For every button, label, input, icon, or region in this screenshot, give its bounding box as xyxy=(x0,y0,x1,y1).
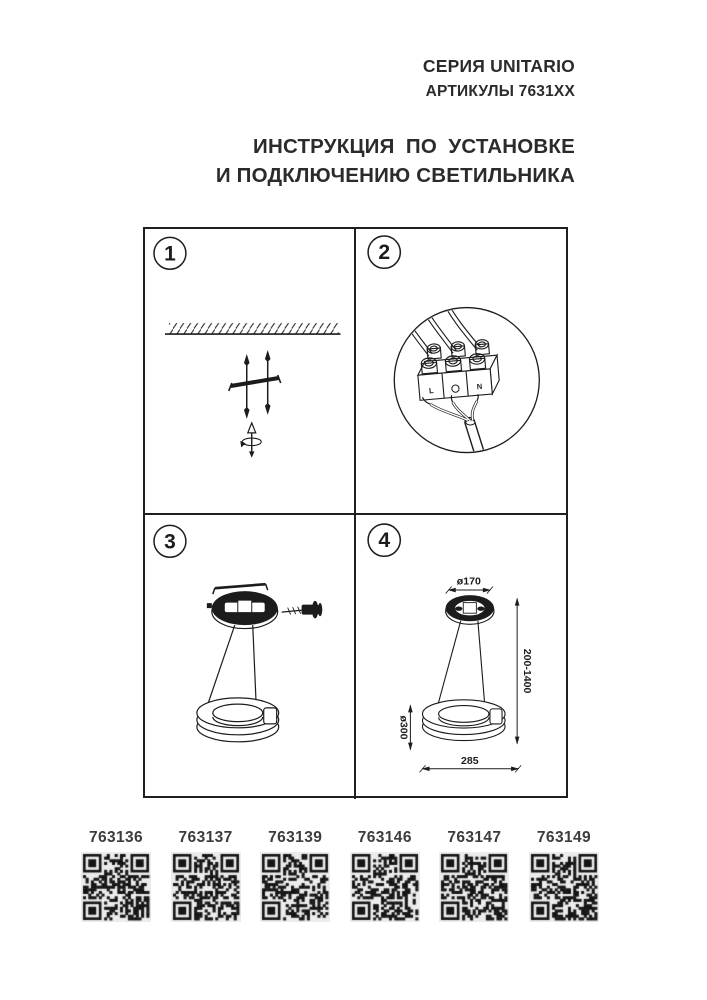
article-number: 763146 xyxy=(357,829,412,846)
step-panel-4 xyxy=(356,515,567,799)
svg-text:3: 3 xyxy=(164,530,176,554)
ring-connector-box xyxy=(489,709,501,724)
article-number: 763136 xyxy=(88,829,144,846)
ring-fixture xyxy=(422,700,505,741)
article-number: 763147 xyxy=(447,829,502,846)
article-item xyxy=(436,829,512,922)
canopy-drawing xyxy=(445,595,493,624)
qr-code xyxy=(81,852,151,922)
svg-text:200-1400: 200-1400 xyxy=(520,648,533,694)
step2-drawing xyxy=(356,229,567,513)
article-number: 763139 xyxy=(268,829,323,846)
page-title-line2: И ПОДКЛЮЧЕНИЮ СВЕТИЛЬНИКА xyxy=(215,164,575,187)
step-number-badge xyxy=(368,524,400,556)
article-number: 763149 xyxy=(536,829,592,846)
qr-code xyxy=(529,852,599,922)
page-title-line1: ИНСТРУКЦИЯ ПО УСТАНОВКЕ xyxy=(253,135,575,158)
svg-text:4: 4 xyxy=(377,529,390,553)
svg-text:ø170: ø170 xyxy=(456,575,481,588)
dimension-ring-diameter xyxy=(397,704,412,750)
step-number-badge xyxy=(154,525,186,557)
terminal-label-live: L xyxy=(428,386,434,396)
svg-text:ø300: ø300 xyxy=(396,715,409,740)
article-item xyxy=(526,829,602,922)
qr-code xyxy=(260,852,330,922)
articles-range: АРТИКУЛЫ 7631XX xyxy=(425,83,575,100)
dimension-ring-width xyxy=(419,755,521,773)
screw-rotation-arrow xyxy=(240,423,261,458)
step-number-badge xyxy=(368,236,400,268)
dimension-canopy-diameter xyxy=(445,576,492,594)
qr-code xyxy=(171,852,241,922)
step1-drawing xyxy=(145,229,354,513)
screw-and-flange xyxy=(282,601,323,619)
step-number-badge xyxy=(154,237,186,269)
mounting-bracket-drawing xyxy=(229,375,281,391)
page-title xyxy=(216,132,575,190)
article-item xyxy=(257,829,333,922)
series-name: СЕРИЯ UNITARIO xyxy=(422,56,575,76)
article-item xyxy=(347,829,423,922)
article-item xyxy=(78,829,154,922)
step4-drawing xyxy=(356,515,567,799)
svg-text:285: 285 xyxy=(460,754,479,767)
instruction-step-grid xyxy=(143,227,568,798)
qr-code xyxy=(439,852,509,922)
step3-drawing xyxy=(145,515,354,799)
qr-code xyxy=(350,852,420,922)
terminal-label-neutral: N xyxy=(475,381,483,392)
svg-text:1: 1 xyxy=(164,242,176,266)
ceiling-hatch xyxy=(165,323,341,334)
step-panel-3 xyxy=(145,515,356,799)
ring-connector-box xyxy=(264,708,277,724)
svg-text:2: 2 xyxy=(377,241,390,265)
step-panel-2 xyxy=(356,229,567,515)
dimension-suspension-height xyxy=(514,598,532,745)
header xyxy=(216,56,575,190)
article-item xyxy=(168,829,244,922)
article-qr-row xyxy=(78,829,602,922)
step-panel-1 xyxy=(145,229,356,515)
ring-fixture xyxy=(197,698,279,742)
article-number: 763137 xyxy=(178,829,233,846)
